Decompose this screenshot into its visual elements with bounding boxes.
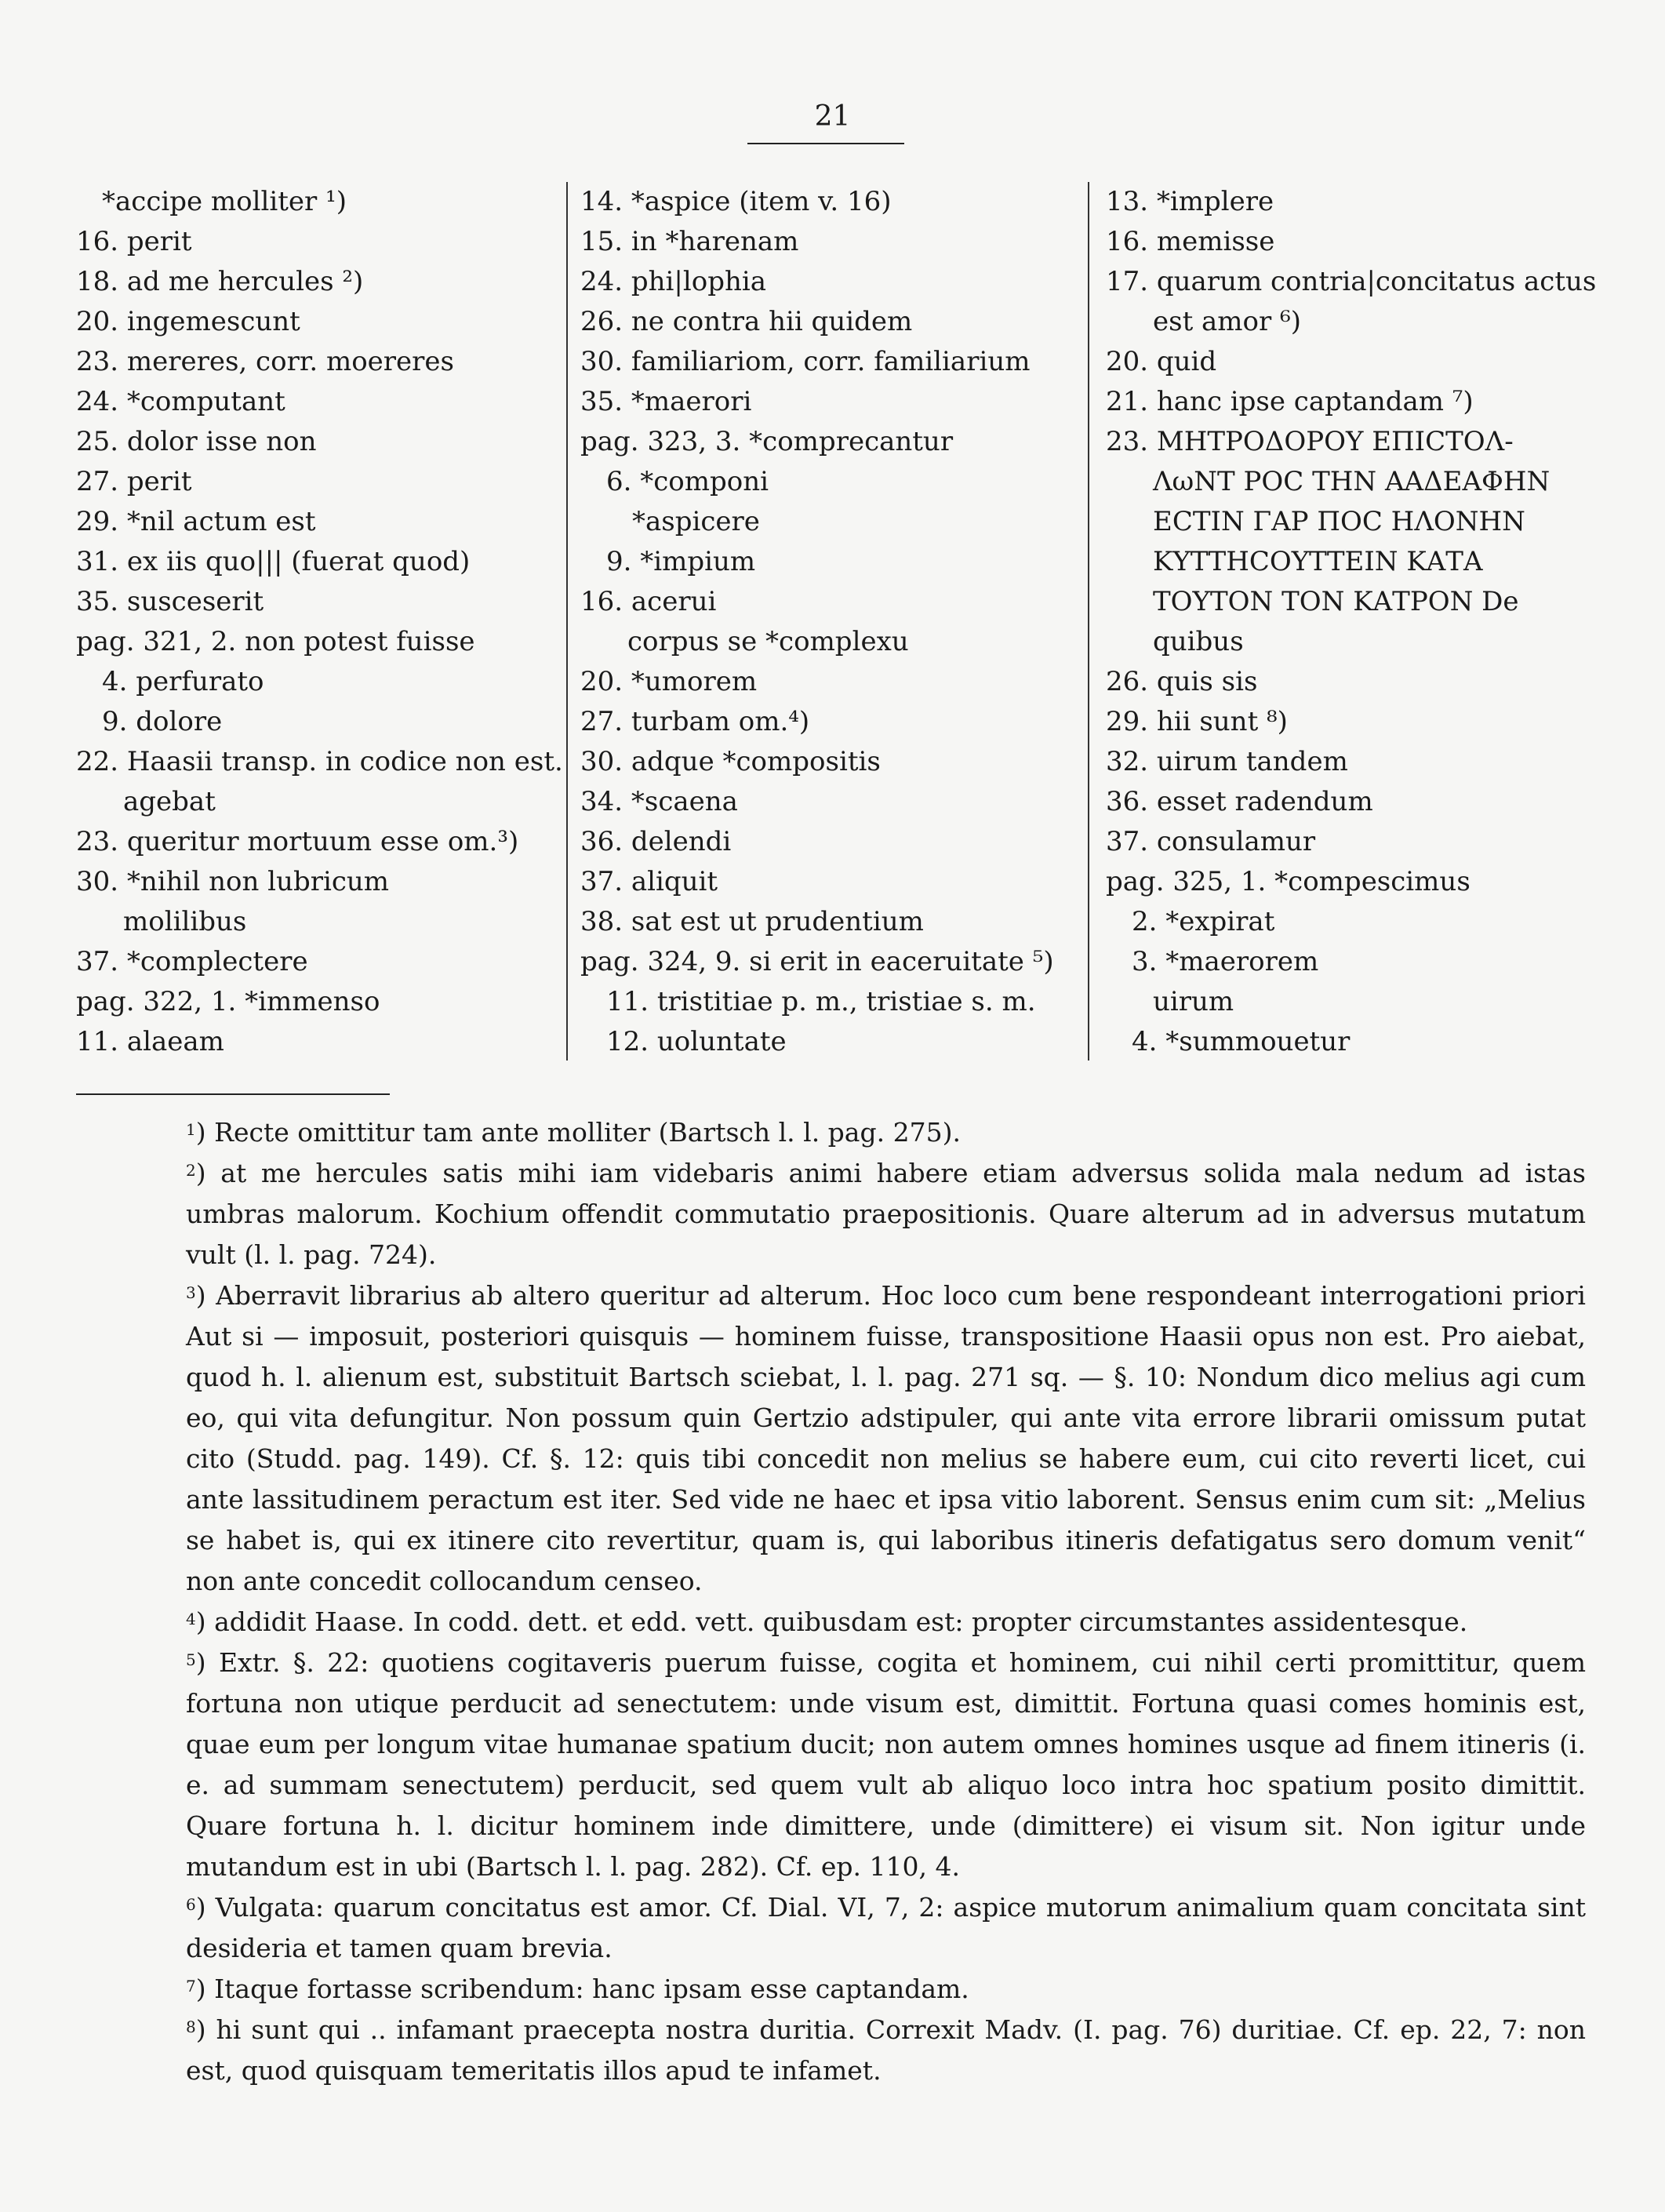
col2-entry: 20. *umorem [580,666,758,697]
col2-entry: 30. adque *compositis [580,746,881,777]
col1-entry: 23. queritur mortuum esse om.³) [76,826,519,857]
col2-entry: 9. *impium [606,546,756,577]
col3-entry: 16. memisse [1106,226,1275,257]
footnote-text: Vulgata: quarum concitatus est amor. Cf. Dial. VI, 7, 2: aspice mutorum animalium quam concitata sint desideria et tamen quam brevia. [186,1892,1586,1963]
col1-entry: *accipe molliter ¹) [102,186,347,217]
footnote-text: at me hercules satis mihi iam videbaris animi habere etiam adversus solida mala nedum ad istas umbras malorum. Kochium offendit commutatio praepositionis. Quare alterum ad in adversus mutatum vult (l. l. pag. 724). [186,1158,1586,1270]
col1-entry: 22. Haasii transp. in codice non est. [76,746,563,777]
footnote: $^6$) Vulgata: quarum concitatus est amor. Cf. Dial. VI, 7, 2: aspice mutorum animalium quam concitata sint desideria et tamen quam brevia. [186,1892,1586,1963]
footnote: $^7$) Itaque fortasse scribendum: hanc ipsam esse captandam. [186,1974,969,2004]
col1-entry: 4. perfurato [102,666,264,697]
footnote-marker: 7 [186,1977,196,1996]
col1-entry: 35. susceserit [76,586,264,617]
col1-entry: pag. 322, 1. *immenso [76,986,380,1017]
footnote-text: Aberravit librarius ab altero queritur ad alterum. Hoc loco cum bene respondeant interrogationi priori Aut si — imposuit, posteriori quisquis — hominem fuisse, transpositione Haasii opus non est. Pro aiebat, quod h. l. alienum est, substituit Bartsch sciebat, l. l. pag. 271 sq. — §. 10: Nondum dico melius agi cum eo, qui vita defungitur. Non possum quin Gertzio adstipuler, qui ante vita errore librarii omissum putat cito (Studd. pag. 149). Cf. §. 12: quis tibi concedit non melius se habere eum, cui cito reverti licet, cui ante lassitudinem peractum est iter. Sed vide ne haec et ipsa vitio laborent. Sensus enim cum sit: „Melius se habet is, qui ex itinere cito revertitur, quam is, qui laboribus itineris defatigatus sero domum venit“ non ante concedit collocandum censeo. [186,1280,1586,1596]
col3-entry: quibus [1153,626,1244,657]
col3-entry: 37. consulamur [1106,826,1316,857]
col2-entry: 14. *aspice (item v. 16) [580,186,892,217]
col2-entry: 6. *componi [606,466,769,497]
footnote-rule [76,1093,390,1095]
apparatus-column-1 [76,182,563,1062]
col2-entry: 24. phi|lophia [580,266,767,297]
col2-entry: 26. ne contra hii quidem [580,306,913,337]
header-rule [747,143,904,144]
footnote: $^2$) at me hercules satis mihi iam videbaris animi habere etiam adversus solida mala nedum ad istas umbras malorum. Kochium offendit commutatio praepositionis. Quare alterum ad in adversus mutatum vult (l. l. pag. 724). [186,1158,1586,1270]
footnote-text: hi sunt qui .. infamant praecepta nostra duritia. Correxit Madv. (I. pag. 76) duritiae. Cf. ep. 22, 7: non est, quod quisquam temeritatis illos apud te infamet. [186,2014,1586,2086]
footnote: $^1$) Recte omittitur tam ante molliter (Bartsch l. l. pag. 275). [186,1117,961,1148]
col1-entry: 30. *nihil non lubricum [76,866,390,897]
footnote-marker: 6 [186,1895,196,1914]
col3-entry: 17. quarum contria|concitatus actus [1106,266,1597,297]
col3-entry: ΚΥΤΤΗCΟΥΤΤΕΙΝ ΚΑΤΑ [1153,546,1483,577]
col3-entry: 13. *implere [1106,186,1274,217]
apparatus-column-2 [580,182,1082,1062]
col1-entry: 27. perit [76,466,192,497]
footnotes [76,1112,1586,2091]
footnote-marker: 4 [186,1610,196,1628]
col3-entry: est amor ⁶) [1153,306,1301,337]
col1-entry: 31. ex iis quo||| (fuerat quod) [76,546,471,577]
col3-entry: uirum [1153,986,1234,1017]
col3-entry: 2. *expirat [1132,906,1275,937]
footnote: $^5$) Extr. §. 22: quotiens cogitaveris puerum fuisse, cogita et hominem, cui nihil certi promittitur, quem fortuna non utique perducit ad senectutem: unde visum est, dimittit. Fortuna quasi comes hominis est, quae eum per longum vitae humanae spatium ducit; non autem omnes homines usque ad finem itineris (i. e. ad summam senectutem) perducit, sed quem vult ab aliquo loco intra hoc spatium posito dimittit. Quare fortuna h. l. dicitur hominem inde dimittere, unde (dimittere) ei visum sit. Non igitur unde mutandum est in ubi (Bartsch l. l. pag. 282). Cf. ep. 110, 4. [186,1647,1586,1882]
col1-entry: 23. mereres, corr. moereres [76,346,454,377]
col2-entry: 16. acerui [580,586,717,617]
column-divider-2 [1088,182,1089,1061]
col3-entry: 21. hanc ipse captandam ⁷) [1106,386,1474,417]
col2-entry: 34. *scaena [580,786,738,817]
footnote: $^8$) hi sunt qui .. infamant praecepta nostra duritia. Correxit Madv. (I. pag. 76) duritiae. Cf. ep. 22, 7: non est, quod quisquam temeritatis illos apud te infamet. [186,2014,1586,2086]
footnote: $^3$) Aberravit librarius ab altero queritur ad alterum. Hoc loco cum bene respondeant interrogationi priori Aut si — imposuit, posteriori quisquis — hominem fuisse, transpositione Haasii opus non est. Pro aiebat, quod h. l. alienum est, substituit Bartsch sciebat, l. l. pag. 271 sq. — §. 10: Nondum dico melius agi cum eo, qui vita defungitur. Non possum quin Gertzio adstipuler, qui ante vita errore librarii omissum putat cito (Studd. pag. 149). Cf. §. 12: quis tibi concedit non melius se habere eum, cui cito reverti licet, cui ante lassitudinem peractum est iter. Sed vide ne haec et ipsa vitio laborent. Sensus enim cum sit: „Melius se habet is, qui ex itinere cito revertitur, quam is, qui laboribus itineris defatigatus sero domum venit“ non ante concedit collocandum censeo. [186,1280,1586,1596]
col1-entry: 20. ingemescunt [76,306,300,337]
col2-entry: 27. turbam om.⁴) [580,706,810,737]
page-number: 21 [814,100,851,133]
col2-entry: 15. in *harenam [580,226,799,257]
col1-entry: 37. *complectere [76,946,308,977]
col3-entry: 20. quid [1106,346,1217,377]
col3-entry: ΤΟΥΤΟΝ ΤΟΝ ΚΑΤΡΟΝ De [1153,586,1519,617]
col3-entry: 36. esset radendum [1106,786,1373,817]
col2-entry: pag. 324, 9. si erit in eaceruitate ⁵) [580,946,1054,977]
footnote-marker: 2 [186,1161,196,1180]
apparatus-column-3 [1106,182,1600,1062]
col3-entry: 26. quis sis [1106,666,1258,697]
col2-entry: pag. 323, 3. *comprecantur [580,426,954,457]
column-divider-1 [566,182,568,1061]
footnote-text: Itaque fortasse scribendum: hanc ipsam esse captandam. [214,1974,969,2004]
col2-entry: 35. *maerori [580,386,752,417]
col3-entry: 23. ΜΗΤΡΟΔΟΡΟΥ ΕΠΙCΤΟΛ- [1106,426,1514,457]
col1-entry: 25. dolor isse non [76,426,317,457]
col1-entry: 29. *nil actum est [76,506,316,537]
col3-entry: 4. *summouetur [1132,1026,1351,1057]
col3-entry: 29. hii sunt ⁸) [1106,706,1288,737]
footnote-marker: 1 [186,1120,196,1139]
footnote: $^4$) addidit Haase. In codd. dett. et edd. vett. quibusdam est: propter circumstantes assidentesque. [186,1606,1468,1637]
col1-entry: 16. perit [76,226,192,257]
col1-entry: 24. *computant [76,386,285,417]
col2-entry: *aspicere [632,506,760,537]
col2-entry: corpus se *complexu [627,626,909,657]
footnote-marker: 5 [186,1650,196,1669]
col3-entry: pag. 325, 1. *compescimus [1106,866,1471,897]
col2-entry: 37. aliquit [580,866,718,897]
col1-entry: molilibus [123,906,247,937]
col1-entry: agebat [123,786,216,817]
col2-entry: 11. tristitiae p. m., tristiae s. m. [606,986,1036,1017]
col3-entry: 3. *maerorem [1132,946,1319,977]
footnote-text: Recte omittitur tam ante molliter (Bartsch l. l. pag. 275). [214,1117,961,1148]
col2-entry: 12. uoluntate [606,1026,787,1057]
col1-entry: 9. dolore [102,706,223,737]
col2-entry: 30. familiariom, corr. familiarium [580,346,1031,377]
col2-entry: 38. sat est ut prudentium [580,906,924,937]
col3-entry: ΕCΤΙΝ ΓΑΡ ΠΟC ΗΛΟΝΗΝ [1153,506,1525,537]
col3-entry: 32. uirum tandem [1106,746,1348,777]
col1-entry: pag. 321, 2. non potest fuisse [76,626,475,657]
footnote-marker: 3 [186,1283,196,1302]
col1-entry: 11. alaeam [76,1026,224,1057]
col2-entry: 36. delendi [580,826,732,857]
col1-entry: 18. ad me hercules ²) [76,266,364,297]
footnote-text: addidit Haase. In codd. dett. et edd. vett. quibusdam est: propter circumstantes assidentesque. [214,1606,1468,1637]
footnote-marker: 8 [186,2017,196,2036]
col3-entry: ΛωΝΤ ΡΟC ΤΗΝ ΑΑΔΕΑΦΗΝ [1153,466,1550,497]
footnote-text: Extr. §. 22: quotiens cogitaveris puerum fuisse, cogita et hominem, cui nihil certi promittitur, quem fortuna non utique perducit ad senectutem: unde visum est, dimittit. Fortuna quasi comes hominis est, quae eum per longum vitae humanae spatium ducit; non autem omnes homines usque ad finem itineris (i. e. ad summam senectutem) perducit, sed quem vult ab aliquo loco intra hoc spatium posito dimittit. Quare fortuna h. l. dicitur hominem inde dimittere, unde (dimittere) ei visum sit. Non igitur unde mutandum est in ubi (Bartsch l. l. pag. 282). Cf. ep. 110, 4. [186,1647,1586,1882]
